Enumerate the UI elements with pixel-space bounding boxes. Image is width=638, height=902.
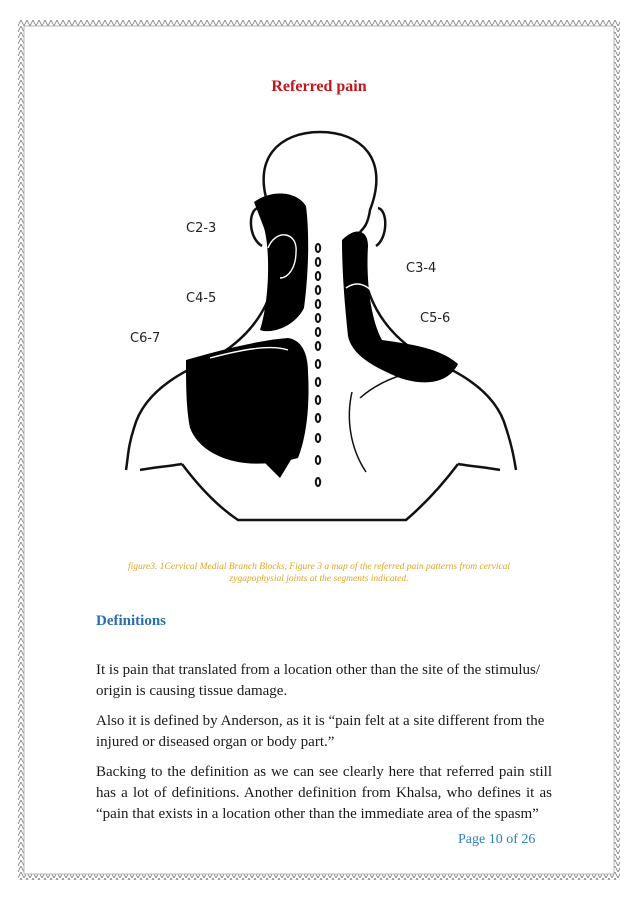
label-c4-5: C4-5 xyxy=(186,291,217,306)
paragraph: Also it is defined by Anderson, as it is “pain felt at a site different from the injured or diseased organ or body part.” xyxy=(96,713,545,750)
figure-caption: figure3. 1Cervical Medial Branch Blocks, Figure 3 a map of the referred pain patterns from cervical zygapophysial joints at the segments indicated. xyxy=(127,562,511,584)
paragraph: Backing to the definition as we can see clearly here that referred pain still has a lot of definitions. Another definition from Khalsa, who defines it as “pain that exists in a location other than the immediate area of the spasm” xyxy=(96,764,552,822)
label-c2-3: C2-3 xyxy=(186,221,217,236)
pain-zones xyxy=(186,193,458,478)
page-title: Referred pain xyxy=(271,78,367,95)
definitions-heading: Definitions xyxy=(96,613,167,629)
label-c3-4: C3-4 xyxy=(406,261,437,276)
label-c5-6: C5-6 xyxy=(420,311,451,326)
paragraph: It is pain that translated from a location other than the site of the stimulus/ origin is causing tissue damage. xyxy=(96,662,541,699)
page-number: Page 10 of 26 xyxy=(458,832,536,847)
label-c6-7: C6-7 xyxy=(130,331,161,346)
referred-pain-figure xyxy=(120,128,520,528)
zone-boundaries xyxy=(210,235,420,358)
spine-markers xyxy=(316,244,320,486)
